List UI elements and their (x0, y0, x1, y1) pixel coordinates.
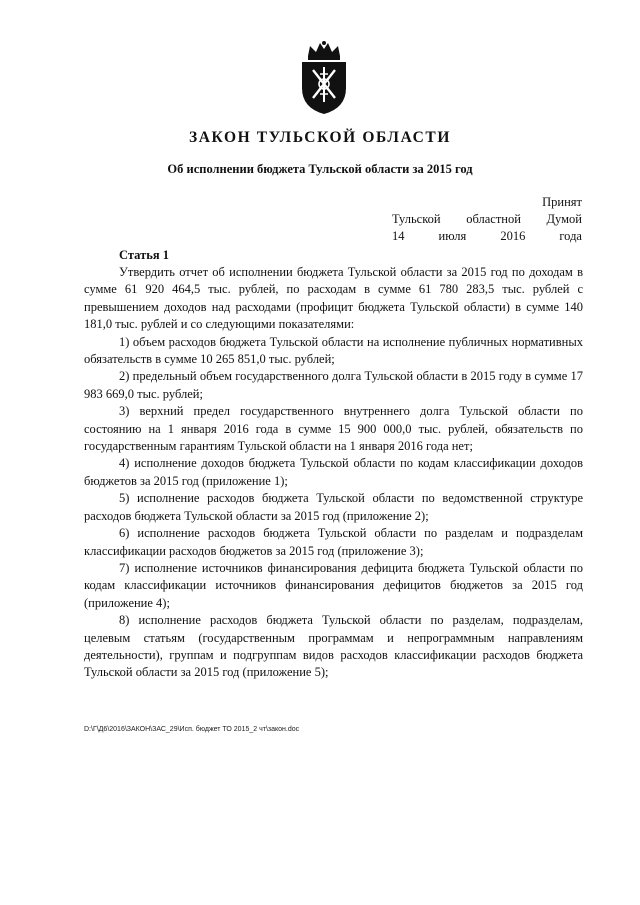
article-paragraph: 4) исполнение доходов бюджета Тульской области по кодам классификации доходов бюджетов за 2015 год (приложение 1); (84, 456, 583, 488)
adopted-label: Принят (542, 195, 582, 209)
coat-of-arms-emblem (296, 40, 352, 116)
adopted-date-day: 14 (392, 229, 405, 243)
adopted-date-suffix: года (559, 229, 582, 243)
adopted-by-word: областной (466, 212, 521, 226)
adopted-by-word: Тульской (392, 212, 441, 226)
article-paragraph: 3) верхний предел государственного внутреннего долга Тульской области по состоянию на 1 января 2016 года в сумме 15 900 000,0 тыс. рублей, обязательств по государственным гарантиям Тульской области на 1 января 2016 года нет; (84, 404, 583, 454)
article-paragraph: 6) исполнение расходов бюджета Тульской области по разделам и подразделам классификации расходов бюджетов за 2015 год (приложение 3); (84, 526, 583, 558)
article-paragraph: 8) исполнение расходов бюджета Тульской области по разделам, подразделам, целевым статьям (государственным программам и непрограммным направлениям деятельности), группам и подгруппам видов расходов классификации расходов бюджета Тульской области за 2015 год (приложение 5); (84, 613, 583, 680)
article-paragraph: 1) объем расходов бюджета Тульской области на исполнение публичных нормативных обязательств в сумме 10 265 851,0 тыс. рублей; (84, 334, 583, 367)
adoption-block (392, 194, 582, 245)
article-paragraph: 7) исполнение источников финансирования дефицита бюджета Тульской области по кодам классификации источников финансирования дефицитов бюджетов за 2015 год (приложение 4); (84, 560, 583, 610)
file-path-footer: D:\Г\Д6\2016\ЗАКОН\ЗАС_29\Исп. бюджет ТО 2015_2 чт\закон.doc (84, 726, 300, 733)
adopted-by-line (392, 211, 582, 228)
article-paragraph: 5) исполнение расходов бюджета Тульской области по ведомственной структуре расходов бюджета Тульской области за 2015 год (приложение 2); (84, 491, 583, 523)
adopted-date-month: июля (438, 229, 467, 243)
article-paragraph: Утвердить отчет об исполнении бюджета Тульской области за 2015 год по доходам в сумме 61 920 464,5 тыс. рублей, по расходам в сумме 61 780 283,5 тыс. рублей с превышением доходов над расходами (профицит бюджета Тульской области) в сумме 140 181,0 тыс. рублей и со следующими показателями: (84, 265, 583, 332)
adopted-date-line (392, 228, 582, 245)
adopted-date-year: 2016 (500, 229, 526, 243)
article-paragraph: 2) предельный объем государственного долга Тульской области в 2015 году в сумме 17 983 669,0 тыс. рублей; (84, 369, 583, 401)
article-heading: Статья 1 (119, 248, 169, 262)
law-subtitle: Об исполнении бюджета Тульской области за 2015 год (167, 162, 473, 176)
adopted-by-word: Думой (546, 212, 582, 226)
article-body (84, 264, 583, 682)
law-title: ЗАКОН ТУЛЬСКОЙ ОБЛАСТИ (188, 129, 451, 146)
